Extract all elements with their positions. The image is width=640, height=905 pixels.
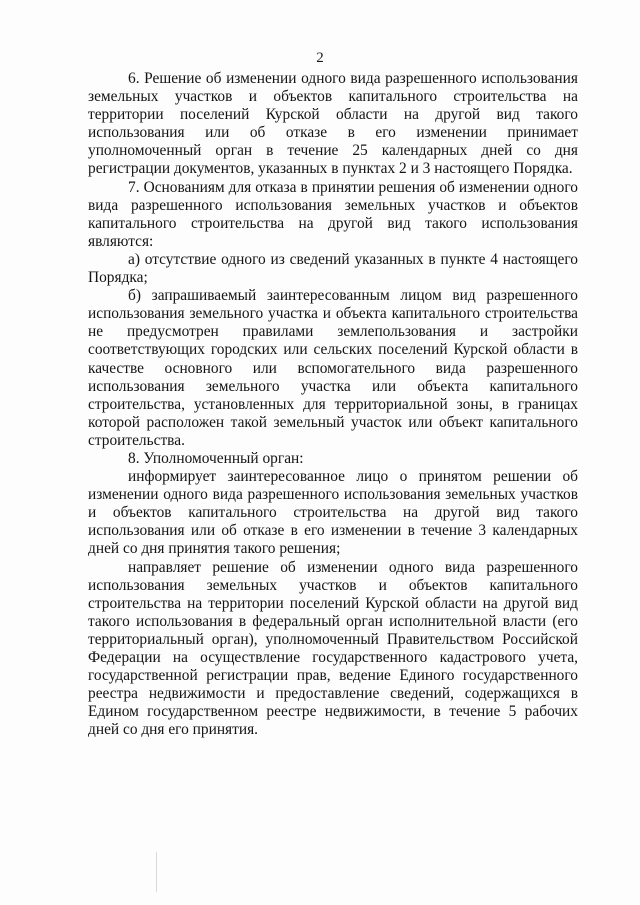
paragraph-8: 8. Уполномоченный орган: (128, 449, 304, 467)
paragraph-7a: а) отсутствие одного из сведений указанных в пункте 4 настоящего Порядка; (88, 250, 578, 287)
paragraph-7b: б) запрашиваемый заинтересованным лицом вид разрешенного использования земельного участка и объекта капитального строительства не предусмотрен правилами землепользования и застройки соответствующих городских или сельских поселений Курской области в качестве основного или вспомогательного вида разрешенного использования земельного участка или объекта капитального строительства, установленных для территориальной зоны, в границах которой расположен такой земельный участок или объект капитального строительства. (88, 287, 578, 449)
paragraph-6: 6. Решение об изменении одного вида разрешенного использования земельных участков и объектов капитального строительства на территории поселений Курской области на другой вид такого использования или об отказе в его изменении принимает уполномоченный орган в течение 25 календарных дней со дня регистрации документов, указанных в пунктах 2 и 3 настоящего Порядка. (88, 70, 578, 178)
scan-artifact-line (156, 852, 157, 892)
document-body (88, 70, 578, 739)
paragraph-7: 7. Основаниям для отказа в принятии решения об изменении одного вида разрешенного использования земельных участков и объектов капитального строительства на другой вид такого использования являются: (88, 178, 578, 250)
paragraph-8-informs: информирует заинтересованное лицо о принятом решении об изменении одного вида разрешенного использования земельных участков и объектов капитального строительства на другой вид такого использования или об отказе в его изменении в течение 3 календарных дней со дня принятия такого решения; (88, 468, 578, 558)
page-number: 2 (316, 50, 324, 66)
paragraph-8-sends: направляет решение об изменении одного вида разрешенного использования земельных участков и объектов капитального строительства на территории поселений Курской области на другой вид такого использования в федеральный орган исполнительной власти (его территориальный орган), уполномоченный Правительством Российской Федерации на осуществление государственного кадастрового учета, государственной регистрации прав, ведение Единого государственного реестра недвижимости и предоставление сведений, содержащихся в Едином государственном реестре недвижимости, в течение 5 рабочих дней со дня его принятия. (88, 558, 578, 739)
